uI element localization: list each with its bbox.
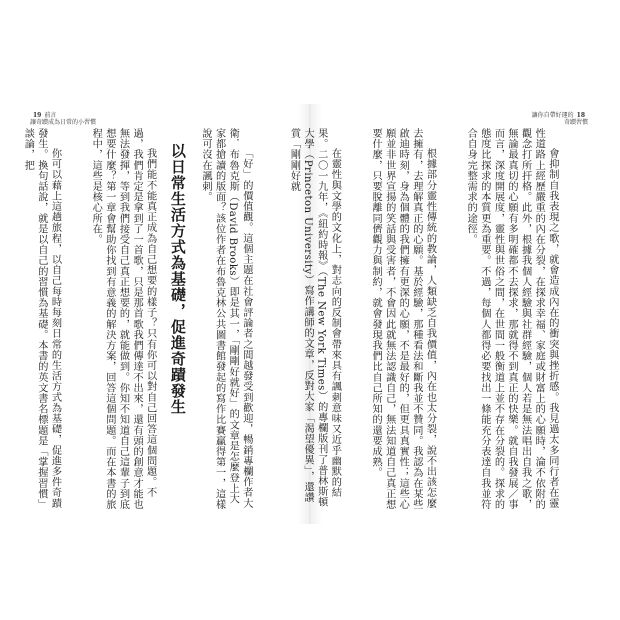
paragraph: 會抑制自我表現之歌，就會造成內在的衝突與挫折感。我見過太多同行者在靈性道路上經歷嚴重的內在分裂，在探求幸福、家庭或財富上的心願時，淪不依附的觀念打所扞格。此外，根據我個人經驗與社群經驗，個人若是無法唱出自我之歌，無論最真切的心願有多明確都不去探求，那就得不到真正的快樂。就自我發展／事而言，深度開展度，靈性與世俗之間，在世間一般衡道上並不存在分裂的。探求的態度比探求的本質更為重要。不過，每個人都得必要找出一條能充分表達自我並符合自身完整需求的途徑。	[465, 128, 558, 510]
paragraph: 根據部分靈性傳統的教論，人類缺乏自我價值，內在也太分裂，說不出該怎麼去擁有，去理解真正的心願。基於經驗，那種看法和斷我並不贊同。我認為在某些啟迪時刻，身為個體的我們擁有更深的心願，不是最好的，但更具真實性；這些心願並非世界宣揚的笑話與受害者，不會因此就無法認識自己，無法知道自己真正想要什麼，只要脫離同儕觀力與制約，就會發現我們比自己所知的還要成熟。	[370, 128, 436, 510]
running-head-left	[30, 112, 96, 126]
body-text-left	[22, 128, 280, 510]
running-head-text-1: 前言	[44, 112, 57, 119]
running-head-text-2: 奇蹟習慣	[563, 119, 588, 126]
running-head-right	[532, 112, 588, 126]
page-left	[22, 112, 286, 516]
paragraph: 我們能不能真正成為自己想要的樣子？只有你可以對自己回答這個問題。不過，我們肯定是拿到了一首歌，只是那首歌我們傳達不出來，還有頭的創意才能也無法發揮，等到我們接受自己真正想要的，就能做到。你知不知道自己這輩子到底想要什麼？第一章會幫助你找到有意義的解決方案，回答這個問題。而在本書的旅程中，這些是核心所在。	[90, 128, 156, 510]
running-head-text-1: 讓你自帶好運的	[531, 112, 574, 119]
paragraph: 你可以藉上這趟旅程，以自己每時每刻日常的生活方式為基礎，促進多件奇蹟發生。換句話說，就是以自己的習慣為基礎。本書的英文書名標題是「掌握習慣」談論，把	[22, 128, 61, 510]
page-number: 19	[33, 112, 42, 119]
section-heading: 以日常生活方式為基礎，促進奇蹟發生	[168, 142, 187, 415]
page-right	[288, 112, 592, 516]
body-text-right	[288, 128, 586, 510]
paragraph: 「好」的價值觀。這個主題在社會評論者之間越發受到歡迎，暢銷專欄作者大衛．布魯克斯（David Brooks）即是其一，「剛剛好就好」的文章是怎麼登上大家都搶讀的版面？該位作者在布魯克林公共圖書館發起的寫作比賽贏得第一，這樣說可沒在諷刺。	[200, 128, 252, 510]
running-head-text-2: 讓奇蹟成為日常的小習慣	[30, 119, 97, 126]
paragraph: 在靈性與文學的文化上，對志向的反制會帶來具有諷刺意味又近乎幽默的結果。二〇一九年，《紐約時報》（The New York Times）的專欄版刊了普林斯頓大學（Princeton University）寫作講師的文章，反對大家「渴望優異」，還讚賞「剛剛好就	[288, 128, 341, 508]
page-number: 18	[576, 112, 585, 119]
